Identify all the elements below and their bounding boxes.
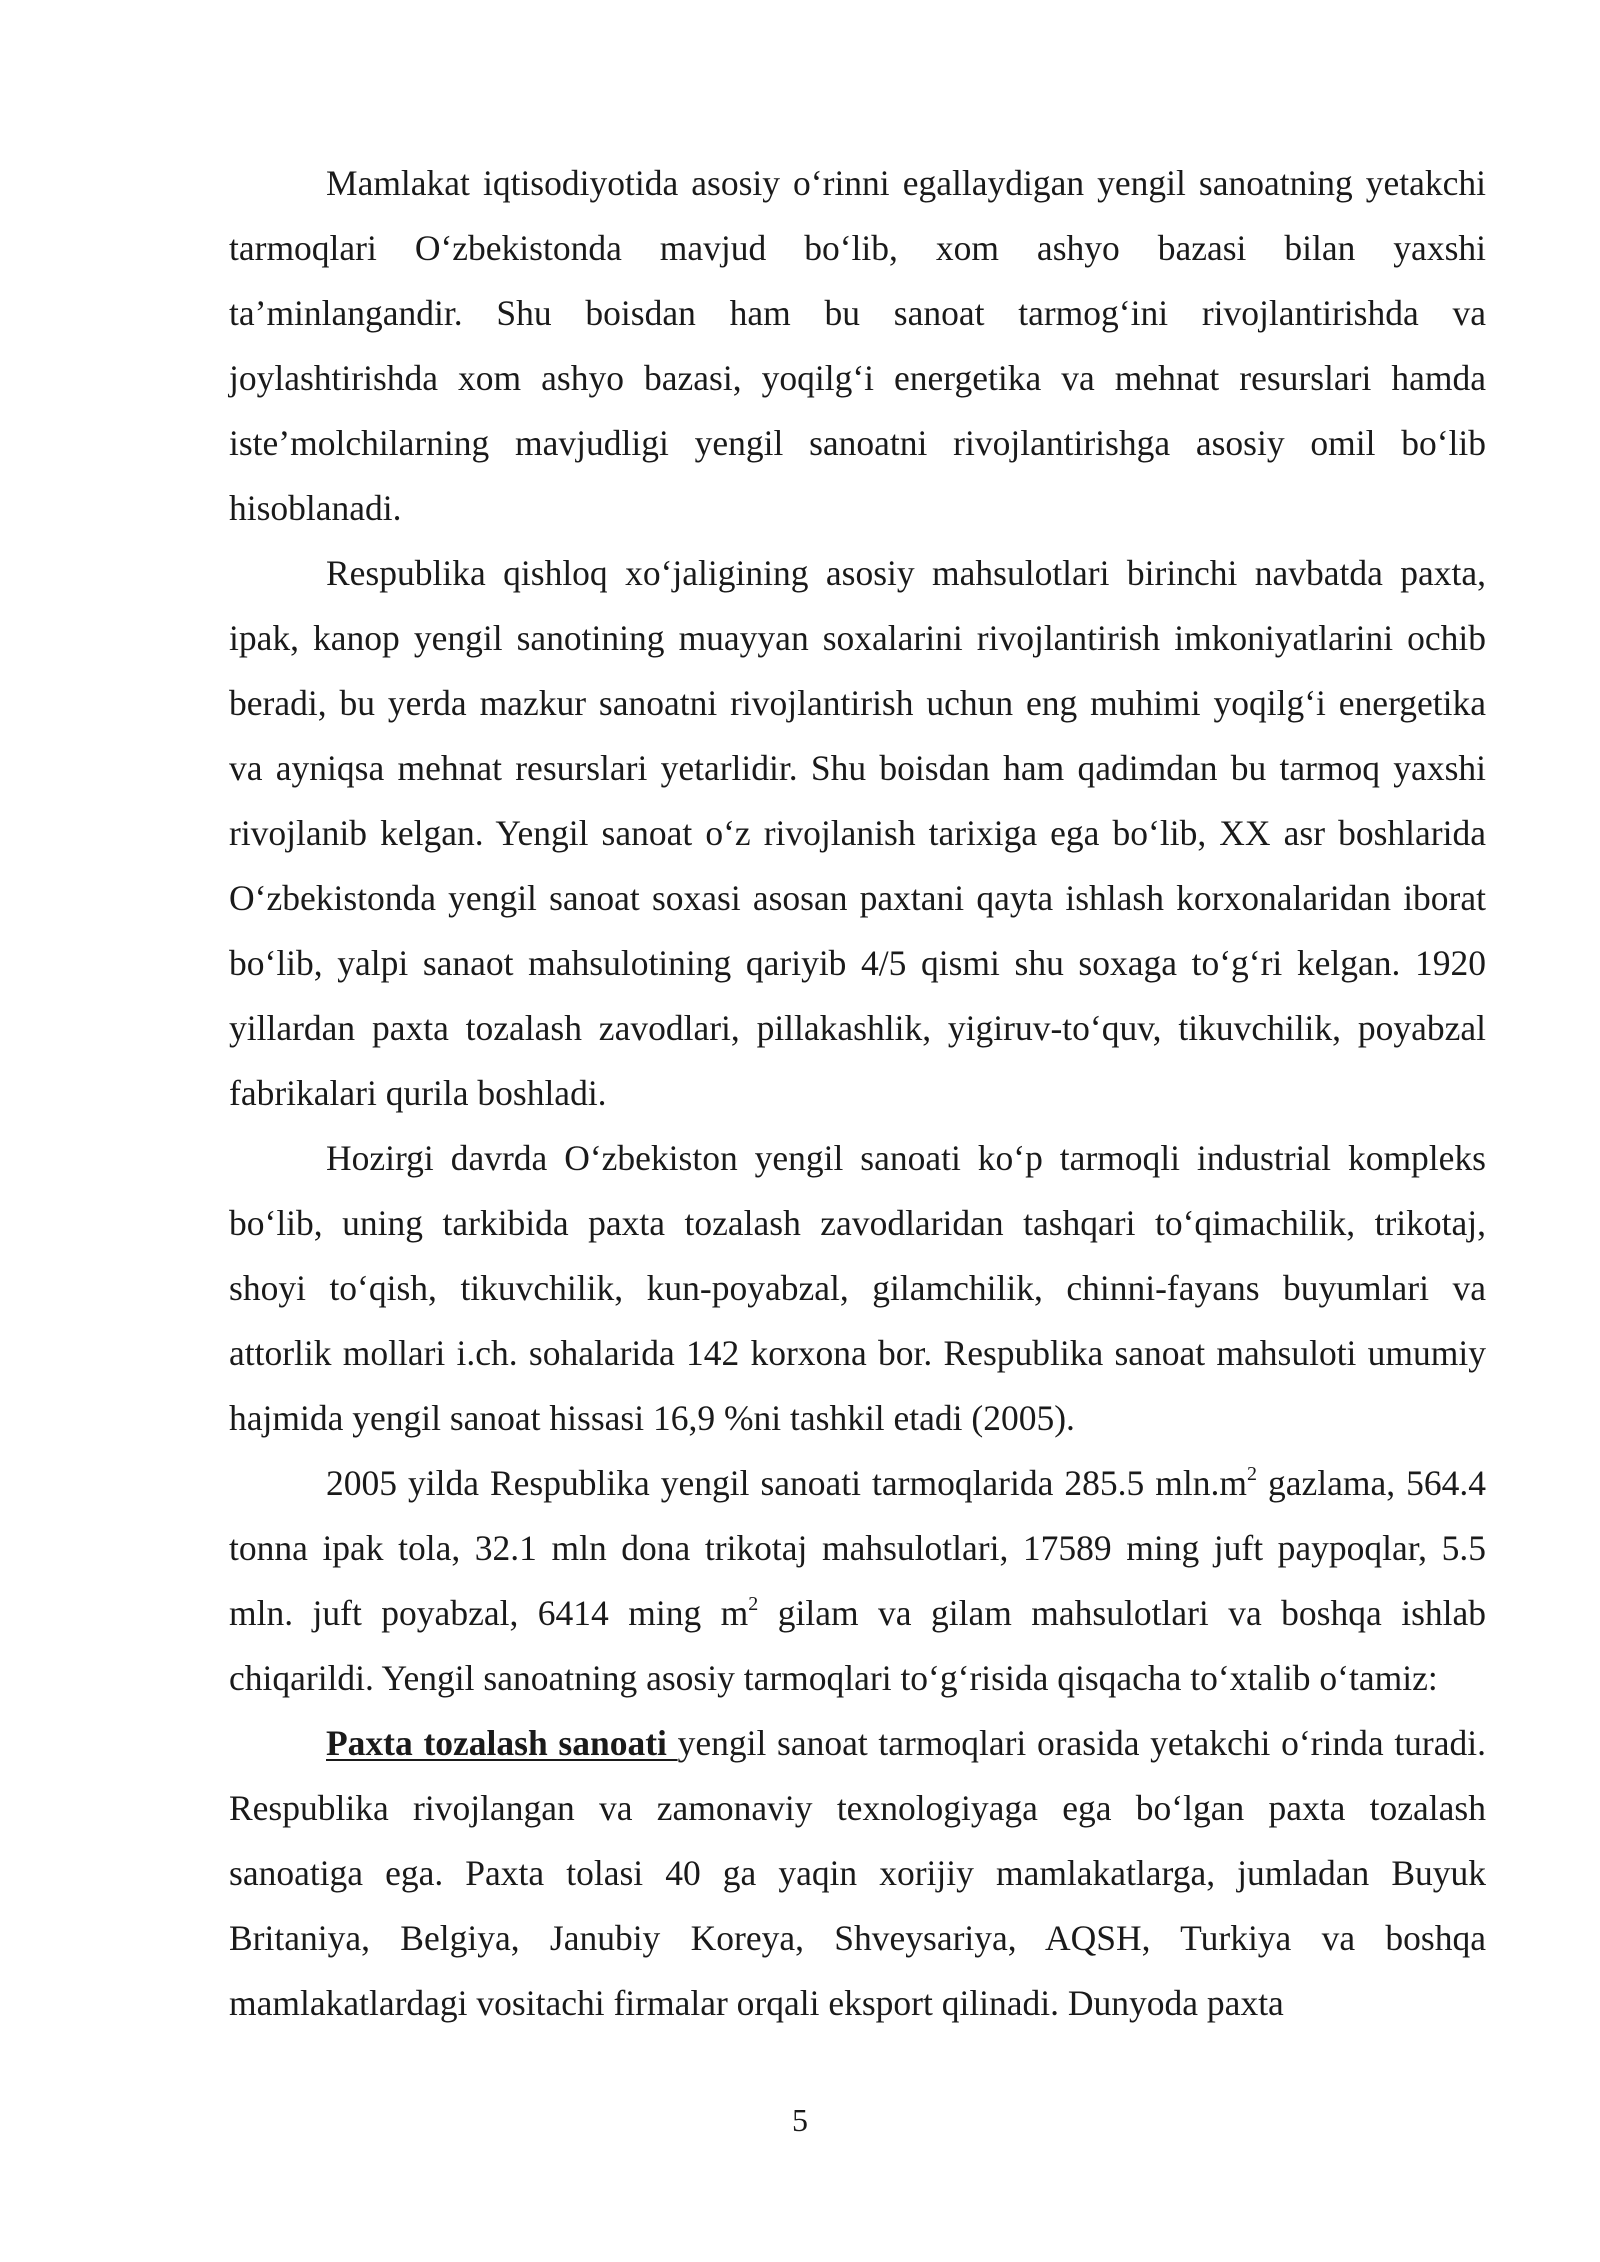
superscript-squared-1: 2 [1246, 1463, 1257, 1485]
page-body [229, 151, 1486, 2036]
superscript-squared-2: 2 [748, 1593, 759, 1615]
paragraph-4-text-1: 2005 yilda Respublika yengil sanoati tarmoqlarida 285.5 mln.m [326, 1463, 1247, 1503]
paragraph-4-text-2: gazlama, 564.4 tonna ipak tola, 32.1 mln dona trikotaj mahsulotlari, 17589 ming juft paypoqlar, 5.5 mln. juft poyabzal, 6414 ming m [229, 1463, 1486, 1633]
paragraph-4-text-3: gilam va gilam mahsulotlari va boshqa ishlab chiqarildi. Yengil sanoatning asosiy tarmoqlari to‘g‘risida qisqacha to‘xtalib o‘tamiz: [229, 1593, 1487, 1698]
paragraph-5 [229, 1711, 1486, 2036]
paragraph-5-text: yengil sanoat tarmoqlari orasida yetakchi o‘rinda turadi. Respublika rivojlangan va zamonaviy texnologiyaga ega bo‘lgan paxta tozalash sanoatiga ega. Paxta tolasi 40 ga yaqin xorijiy mamlakatlarga, jumladan Buyuk Britaniya, Belgiya, Janubiy Koreya, Shveysariya, AQSH, Turkiya va boshqa mamlakatlardagi vositachi firmalar orqali eksport qilinadi. Dunyoda paxta [229, 1723, 1486, 2023]
section-heading-paxta-tozalash: Paxta tozalash sanoati [326, 1723, 678, 1763]
paragraph-1: Mamlakat iqtisodiyotida asosiy o‘rinni egallaydigan yengil sanoatning yetakchi tarmoqlari O‘zbekistonda mavjud bo‘lib, xom ashyo bazasi bilan yaxshi ta’minlangandir. Shu boisdan ham bu sanoat tarmog‘ini rivojlantirishda va joylashtirishda xom ashyo bazasi, yoqilg‘i energetika va mehnat resurslari hamda iste’molchilarning mavjudligi yengil sanoatni rivojlantirishga asosiy omil bo‘lib hisoblanadi. [229, 163, 1486, 528]
paragraph-2: Respublika qishloq xo‘jaligining asosiy mahsulotlari birinchi navbatda paxta, ipak, kanop yengil sanotining muayyan soxalarini rivojlantirish imkoniyatlarini ochib beradi, bu yerda mazkur sanoatni rivojlantirish uchun eng muhimi yoqilg‘i energetika va ayniqsa mehnat resurslari yetarlidir. Shu boisdan ham qadimdan bu tarmoq yaxshi rivojlanib kelgan. Yengil sanoat o‘z rivojlanish tarixiga ega bo‘lib, XX asr boshlarida O‘zbekistonda yengil sanoat soxasi asosan paxtani qayta ishlash korxonalaridan iborat bo‘lib, yalpi sanaot mahsulotining qariyib 4/5 qismi shu soxaga to‘g‘ri kelgan. 1920 yillardan paxta tozalash zavodlari, pillakashlik, yigiruv-to‘quv, tikuvchilik, poyabzal fabrikalari qurila boshladi. [229, 553, 1486, 1113]
page-number: 5 [792, 2102, 808, 2138]
paragraph-4 [229, 1451, 1486, 1711]
paragraph-3: Hozirgi davrda O‘zbekiston yengil sanoati ko‘p tarmoqli industrial kompleks bo‘lib, uning tarkibida paxta tozalash zavodlaridan tashqari to‘qimachilik, trikotaj, shoyi to‘qish, tikuvchilik, kun-poyabzal, gilamchilik, chinni-fayans buyumlari va attorlik mollari i.ch. sohalarida 142 korxona bor. Respublika sanoat mahsuloti umumiy hajmida yengil sanoat hissasi 16,9 %ni tashkil etadi (2005). [229, 1138, 1486, 1438]
